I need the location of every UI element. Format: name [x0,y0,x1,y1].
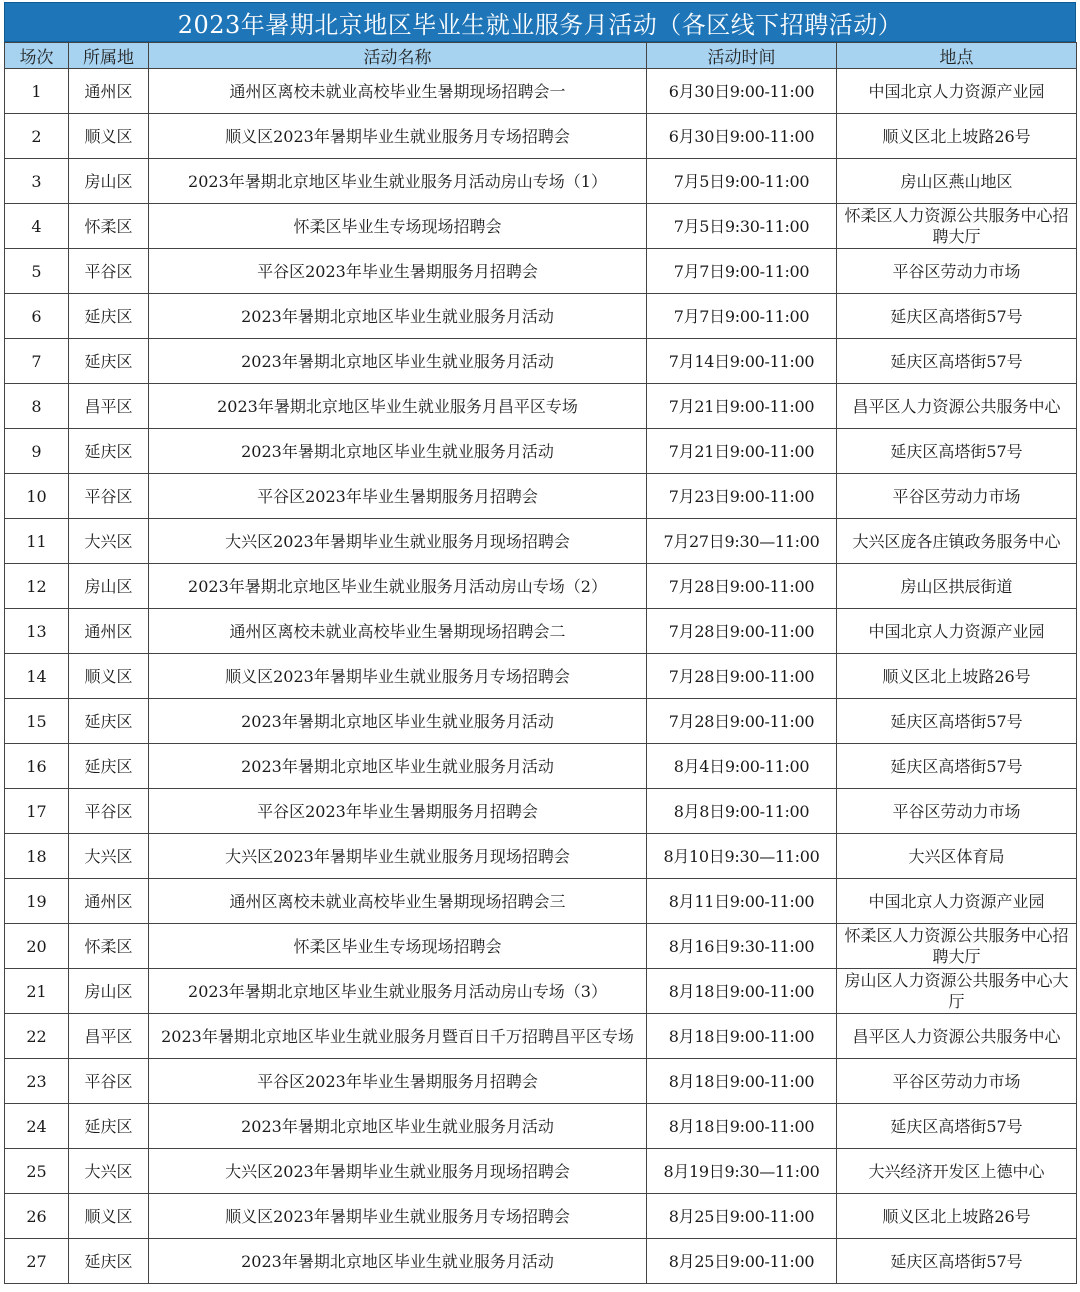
header-activity-time: 活动时间 [647,43,837,69]
cell-location: 延庆区高塔街57号 [837,429,1077,474]
cell-district: 大兴区 [69,834,149,879]
cell-district: 延庆区 [69,429,149,474]
cell-activity-time: 8月25日9:00-11:00 [647,1239,837,1284]
cell-activity-time: 8月11日9:00-11:00 [647,879,837,924]
cell-session-number: 24 [5,1104,69,1149]
cell-activity-name: 怀柔区毕业生专场现场招聘会 [149,204,647,249]
cell-activity-time: 7月7日9:00-11:00 [647,249,837,294]
cell-activity-time: 7月7日9:00-11:00 [647,294,837,339]
table-row [5,744,1077,789]
cell-location: 平谷区劳动力市场 [837,1059,1077,1104]
cell-session-number: 1 [5,69,69,114]
cell-activity-name: 大兴区2023年暑期毕业生就业服务月现场招聘会 [149,834,647,879]
cell-location: 平谷区劳动力市场 [837,474,1077,519]
cell-activity-time: 8月25日9:00-11:00 [647,1194,837,1239]
cell-activity-time: 8月16日9:30-11:00 [647,924,837,969]
table-row [5,249,1077,294]
cell-activity-name: 2023年暑期北京地区毕业生就业服务月活动 [149,339,647,384]
cell-activity-name: 平谷区2023年毕业生暑期服务月招聘会 [149,1059,647,1104]
cell-district: 顺义区 [69,1194,149,1239]
table-row [5,1194,1077,1239]
cell-district: 顺义区 [69,654,149,699]
cell-location: 房山区人力资源公共服务中心大厅 [837,969,1077,1014]
cell-location: 延庆区高塔街57号 [837,744,1077,789]
cell-activity-time: 7月23日9:00-11:00 [647,474,837,519]
recruitment-schedule-sheet [4,2,1076,1284]
cell-activity-name: 2023年暑期北京地区毕业生就业服务月昌平区专场 [149,384,647,429]
cell-session-number: 15 [5,699,69,744]
cell-session-number: 4 [5,204,69,249]
cell-location: 昌平区人力资源公共服务中心 [837,384,1077,429]
table-row [5,384,1077,429]
table-row [5,204,1077,249]
table-row [5,564,1077,609]
cell-district: 平谷区 [69,1059,149,1104]
table-row [5,339,1077,384]
cell-activity-name: 怀柔区毕业生专场现场招聘会 [149,924,647,969]
cell-district: 昌平区 [69,1014,149,1059]
cell-location: 延庆区高塔街57号 [837,1104,1077,1149]
cell-activity-time: 7月21日9:00-11:00 [647,384,837,429]
cell-session-number: 10 [5,474,69,519]
cell-activity-name: 2023年暑期北京地区毕业生就业服务月活动房山专场（3） [149,969,647,1014]
cell-location: 延庆区高塔街57号 [837,339,1077,384]
cell-activity-time: 8月18日9:00-11:00 [647,1104,837,1149]
table-row [5,924,1077,969]
cell-location: 大兴经济开发区上德中心 [837,1149,1077,1194]
cell-location: 延庆区高塔街57号 [837,699,1077,744]
cell-activity-name: 2023年暑期北京地区毕业生就业服务月活动 [149,1104,647,1149]
cell-activity-time: 7月14日9:00-11:00 [647,339,837,384]
cell-activity-name: 2023年暑期北京地区毕业生就业服务月活动 [149,294,647,339]
cell-session-number: 2 [5,114,69,159]
cell-activity-name: 顺义区2023年暑期毕业生就业服务月专场招聘会 [149,114,647,159]
cell-activity-time: 8月4日9:00-11:00 [647,744,837,789]
cell-activity-name: 通州区离校未就业高校毕业生暑期现场招聘会二 [149,609,647,654]
cell-district: 大兴区 [69,1149,149,1194]
cell-district: 通州区 [69,69,149,114]
cell-session-number: 27 [5,1239,69,1284]
cell-location: 大兴区庞各庄镇政务服务中心 [837,519,1077,564]
cell-activity-name: 大兴区2023年暑期毕业生就业服务月现场招聘会 [149,1149,647,1194]
cell-activity-time: 7月5日9:00-11:00 [647,159,837,204]
cell-activity-time: 6月30日9:00-11:00 [647,114,837,159]
cell-activity-name: 平谷区2023年毕业生暑期服务月招聘会 [149,249,647,294]
cell-location: 怀柔区人力资源公共服务中心招聘大厅 [837,204,1077,249]
cell-district: 怀柔区 [69,204,149,249]
table-row [5,429,1077,474]
cell-location: 大兴区体育局 [837,834,1077,879]
cell-activity-name: 顺义区2023年暑期毕业生就业服务月专场招聘会 [149,1194,647,1239]
cell-activity-name: 顺义区2023年暑期毕业生就业服务月专场招聘会 [149,654,647,699]
cell-session-number: 19 [5,879,69,924]
cell-district: 延庆区 [69,699,149,744]
cell-activity-time: 8月10日9:30—11:00 [647,834,837,879]
cell-activity-name: 大兴区2023年暑期毕业生就业服务月现场招聘会 [149,519,647,564]
table-row [5,1239,1077,1284]
cell-activity-time: 7月28日9:00-11:00 [647,609,837,654]
table-row [5,789,1077,834]
table-row [5,654,1077,699]
table-row [5,609,1077,654]
cell-location: 昌平区人力资源公共服务中心 [837,1014,1077,1059]
cell-activity-time: 8月18日9:00-11:00 [647,1059,837,1104]
cell-district: 平谷区 [69,789,149,834]
cell-activity-name: 通州区离校未就业高校毕业生暑期现场招聘会三 [149,879,647,924]
cell-location: 顺义区北上坡路26号 [837,654,1077,699]
table-row [5,834,1077,879]
cell-activity-name: 2023年暑期北京地区毕业生就业服务月活动 [149,429,647,474]
cell-activity-name: 2023年暑期北京地区毕业生就业服务月活动 [149,699,647,744]
cell-activity-time: 7月27日9:30—11:00 [647,519,837,564]
table-row [5,1104,1077,1149]
cell-activity-time: 7月21日9:00-11:00 [647,429,837,474]
cell-activity-time: 8月18日9:00-11:00 [647,969,837,1014]
cell-activity-name: 2023年暑期北京地区毕业生就业服务月活动 [149,744,647,789]
cell-activity-name: 平谷区2023年毕业生暑期服务月招聘会 [149,474,647,519]
cell-district: 延庆区 [69,1239,149,1284]
cell-session-number: 22 [5,1014,69,1059]
cell-district: 怀柔区 [69,924,149,969]
cell-location: 房山区燕山地区 [837,159,1077,204]
table-row [5,1014,1077,1059]
cell-activity-time: 8月19日9:30—11:00 [647,1149,837,1194]
table-row [5,699,1077,744]
cell-session-number: 12 [5,564,69,609]
table-row [5,969,1077,1014]
cell-location: 延庆区高塔街57号 [837,294,1077,339]
cell-district: 昌平区 [69,384,149,429]
cell-session-number: 16 [5,744,69,789]
cell-session-number: 17 [5,789,69,834]
cell-session-number: 13 [5,609,69,654]
cell-location: 房山区拱辰街道 [837,564,1077,609]
cell-location: 中国北京人力资源产业园 [837,609,1077,654]
cell-district: 通州区 [69,879,149,924]
cell-session-number: 18 [5,834,69,879]
table-row [5,294,1077,339]
cell-session-number: 20 [5,924,69,969]
cell-location: 中国北京人力资源产业园 [837,69,1077,114]
cell-location: 平谷区劳动力市场 [837,249,1077,294]
cell-location: 平谷区劳动力市场 [837,789,1077,834]
cell-activity-name: 平谷区2023年毕业生暑期服务月招聘会 [149,789,647,834]
table-row [5,1059,1077,1104]
cell-district: 平谷区 [69,249,149,294]
cell-session-number: 5 [5,249,69,294]
cell-activity-time: 7月28日9:00-11:00 [647,699,837,744]
cell-activity-time: 7月28日9:00-11:00 [647,564,837,609]
cell-session-number: 21 [5,969,69,1014]
table-row [5,474,1077,519]
cell-activity-time: 7月5日9:30-11:00 [647,204,837,249]
cell-activity-time: 8月18日9:00-11:00 [647,1014,837,1059]
header-district: 所属地 [69,43,149,69]
cell-location: 中国北京人力资源产业园 [837,879,1077,924]
header-location: 地点 [837,43,1077,69]
cell-session-number: 7 [5,339,69,384]
cell-district: 延庆区 [69,1104,149,1149]
table-row [5,879,1077,924]
cell-session-number: 6 [5,294,69,339]
cell-activity-time: 6月30日9:00-11:00 [647,69,837,114]
cell-district: 通州区 [69,609,149,654]
header-row [5,43,1077,69]
header-activity-name: 活动名称 [149,43,647,69]
cell-session-number: 11 [5,519,69,564]
cell-location: 顺义区北上坡路26号 [837,114,1077,159]
table-row [5,519,1077,564]
cell-activity-name: 2023年暑期北京地区毕业生就业服务月活动 [149,1239,647,1284]
cell-activity-time: 7月28日9:00-11:00 [647,654,837,699]
cell-session-number: 25 [5,1149,69,1194]
cell-district: 平谷区 [69,474,149,519]
cell-activity-name: 2023年暑期北京地区毕业生就业服务月活动房山专场（2） [149,564,647,609]
cell-location: 顺义区北上坡路26号 [837,1194,1077,1239]
cell-session-number: 26 [5,1194,69,1239]
table-row [5,114,1077,159]
cell-session-number: 23 [5,1059,69,1104]
cell-session-number: 9 [5,429,69,474]
cell-session-number: 8 [5,384,69,429]
cell-district: 顺义区 [69,114,149,159]
cell-activity-name: 通州区离校未就业高校毕业生暑期现场招聘会一 [149,69,647,114]
table-row [5,1149,1077,1194]
cell-location: 延庆区高塔街57号 [837,1239,1077,1284]
cell-district: 房山区 [69,159,149,204]
table-title: 2023年暑期北京地区毕业生就业服务月活动（各区线下招聘活动） [4,2,1076,42]
table-row [5,69,1077,114]
cell-district: 大兴区 [69,519,149,564]
cell-activity-name: 2023年暑期北京地区毕业生就业服务月活动房山专场（1） [149,159,647,204]
cell-district: 延庆区 [69,294,149,339]
cell-session-number: 14 [5,654,69,699]
recruitment-table [4,42,1077,1284]
cell-location: 怀柔区人力资源公共服务中心招聘大厅 [837,924,1077,969]
cell-activity-time: 8月8日9:00-11:00 [647,789,837,834]
cell-district: 房山区 [69,969,149,1014]
cell-activity-name: 2023年暑期北京地区毕业生就业服务月暨百日千万招聘昌平区专场 [149,1014,647,1059]
cell-district: 房山区 [69,564,149,609]
header-session: 场次 [5,43,69,69]
cell-district: 延庆区 [69,339,149,384]
cell-session-number: 3 [5,159,69,204]
cell-district: 延庆区 [69,744,149,789]
table-row [5,159,1077,204]
